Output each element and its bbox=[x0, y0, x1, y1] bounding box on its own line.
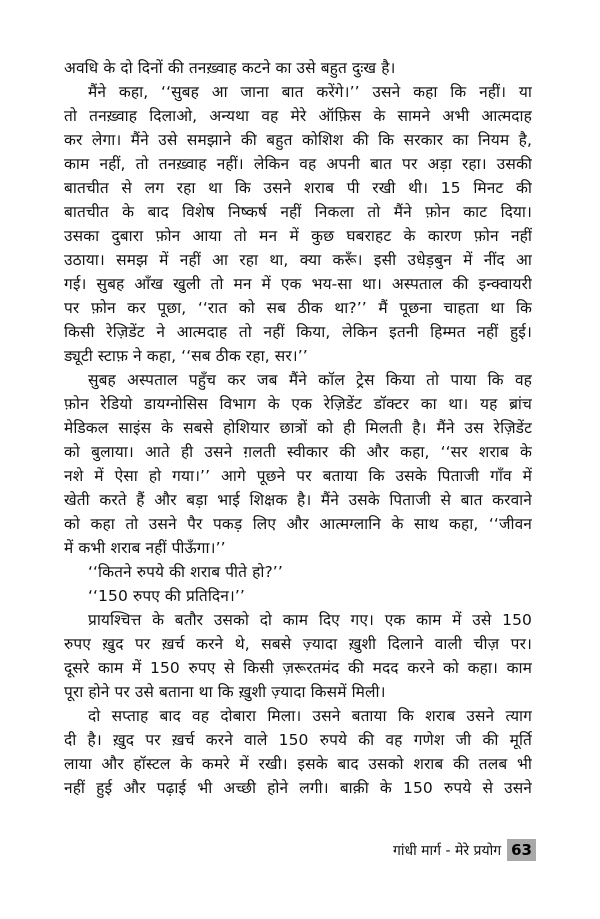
text-line: नशे में ऐसा हो गया।’’ आगे पूछने पर बताया कि उसके पिताजी गाँव में bbox=[64, 467, 532, 485]
text-line: फ़ोन रेडियो डायग्नोसिस विभाग के एक रेज़िडेंट डॉक्टर का था। यह ब्रांच bbox=[64, 395, 532, 413]
text-line: रुपए ख़ुद पर ख़र्च करने थे, सबसे ज़्यादा ख़ुशी दिलाने वाली चीज़ पर। bbox=[64, 635, 532, 653]
text-line: में कभी शराब नहीं पीऊँगा।’’ bbox=[64, 539, 226, 557]
text-line: गई। सुबह आँख खुली तो मन में एक भय-सा था। अस्पताल की इन्क्वायरी bbox=[64, 275, 532, 293]
text-line: ‘‘150 रुपए की प्रतिदिन।’’ bbox=[88, 587, 245, 605]
text-line: दो सप्ताह बाद वह दोबारा मिला। उसने बताया कि शराब उसने त्याग bbox=[88, 707, 532, 725]
text-line: बातचीत के बाद विशेष निष्कर्ष नहीं निकला तो मैंने फ़ोन काट दिया। bbox=[64, 203, 532, 221]
text-line: ‘‘कितने रुपये की शराब पीते हो?’’ bbox=[88, 563, 283, 581]
text-line: को कहा तो उसने पैर पकड़ लिए और आत्मग्लानि के साथ कहा, ‘‘जीवन bbox=[64, 515, 532, 533]
page-footer bbox=[360, 838, 536, 862]
text-line: को बुलाया। आते ही उसने ग़लती स्वीकार की और कहा, ‘‘सर शराब के bbox=[64, 443, 532, 461]
text-line: ड्यूटी स्टाफ़ ने कहा, ‘‘सब ठीक रहा, सर।’’ bbox=[64, 347, 308, 365]
document-body bbox=[64, 56, 532, 800]
text-line: दूसरे काम में 150 रुपए से किसी ज़रूरतमंद की मदद करने को कहा। काम bbox=[64, 659, 532, 677]
text-line: नहीं हुई और पढ़ाई भी अच्छी होने लगी। बाक़ी के 150 रुपये से उसने bbox=[64, 779, 532, 797]
text-line: काम नहीं, तो तनख़्वाह नहीं। लेकिन वह अपनी बात पर अड़ा रहा। उसकी bbox=[64, 155, 532, 173]
text-line: लाया और हॉस्टल के कमरे में रखी। इसके बाद उसको शराब की तलब भी bbox=[64, 755, 532, 773]
text-line: बातचीत से लग रहा था कि उसने शराब पी रखी थी। 15 मिनट की bbox=[64, 179, 532, 197]
text-line: मैंने कहा, ‘‘सुबह आ जाना बात करेंगे।’’ उसने कहा कि नहीं। या bbox=[88, 83, 532, 101]
text-line: पूरा होने पर उसे बताना था कि ख़ुशी ज़्यादा किसमें मिली। bbox=[64, 683, 386, 701]
text-line: सुबह अस्पताल पहुँच कर जब मैंने कॉल ट्रेस किया तो पाया कि वह bbox=[88, 371, 532, 389]
text-line: दी है। ख़ुद पर ख़र्च करने वाले 150 रुपये की वह गणेश जी की मूर्ति bbox=[64, 731, 532, 749]
text-line: खेती करते हैं और बड़ा भाई शिक्षक है। मैंने उसके पिताजी से बात करवाने bbox=[64, 491, 532, 509]
text-line: उठाया। समझ में नहीं आ रहा था, क्या करूँ। इसी उधेड़बुन में नींद आ bbox=[64, 251, 532, 269]
text-line: अवधि के दो दिनों की तनख़्वाह कटने का उसे बहुत दुःख है। bbox=[64, 59, 396, 77]
page-number: 63 bbox=[507, 839, 536, 861]
text-line: पर फ़ोन कर पूछा, ‘‘रात को सब ठीक था?’’ मैं पूछना चाहता था कि bbox=[64, 299, 532, 317]
text-line: किसी रेज़िडेंट ने आत्मदाह तो नहीं किया, लेकिन इतनी हिम्मत नहीं हुई। bbox=[64, 323, 532, 341]
text-line: मेडिकल साइंस के सबसे होशियार छात्रों को ही मिलती है। मैंने उस रेज़िडेंट bbox=[64, 419, 532, 437]
text-line: कर लेगा। मैंने उसे समझाने की बहुत कोशिश की कि सरकार का नियम है, bbox=[64, 131, 532, 149]
text-line: उसका दुबारा फ़ोन आया तो मन में कुछ घबराहट के कारण फ़ोन नहीं bbox=[64, 227, 532, 245]
text-line: प्रायश्चित्त के बतौर उसको दो काम दिए गए। एक काम में उसे 150 bbox=[88, 611, 532, 629]
text-line: तो तनख़्वाह दिलाओ, अन्यथा वह मेरे ऑफ़िस के सामने अभी आत्मदाह bbox=[64, 107, 532, 125]
running-footer-title: गांधी मार्ग - मेरे प्रयोग bbox=[392, 842, 502, 859]
